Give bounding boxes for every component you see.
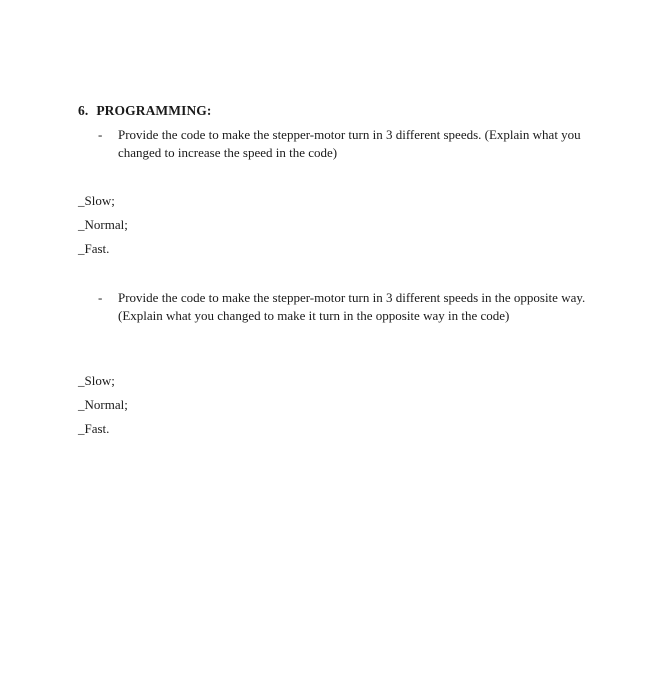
section-title: PROGRAMMING: xyxy=(96,103,212,118)
question-text: Provide the code to make the stepper-motor turn in 3 different speeds. (Explain what you changed to increase the speed in the code) xyxy=(118,127,581,160)
bullet-dash: - xyxy=(98,290,103,305)
bullet-dash: - xyxy=(98,127,103,142)
option-normal: _Normal; xyxy=(78,397,128,412)
option-slow: _Slow; xyxy=(78,373,115,388)
option-slow: _Slow; xyxy=(78,193,115,208)
option-fast: _Fast. xyxy=(78,241,110,256)
section-heading xyxy=(78,103,212,119)
option-normal: _Normal; xyxy=(78,217,128,232)
question-bullet-opposite xyxy=(98,289,588,325)
option-fast: _Fast. xyxy=(78,421,110,436)
question-bullet-speeds xyxy=(98,126,588,162)
question-text: Provide the code to make the stepper-motor turn in 3 different speeds in the opposite way. (Explain what you changed to make it turn in the opposite way in the code) xyxy=(118,290,586,323)
section-number: 6. xyxy=(78,103,89,118)
